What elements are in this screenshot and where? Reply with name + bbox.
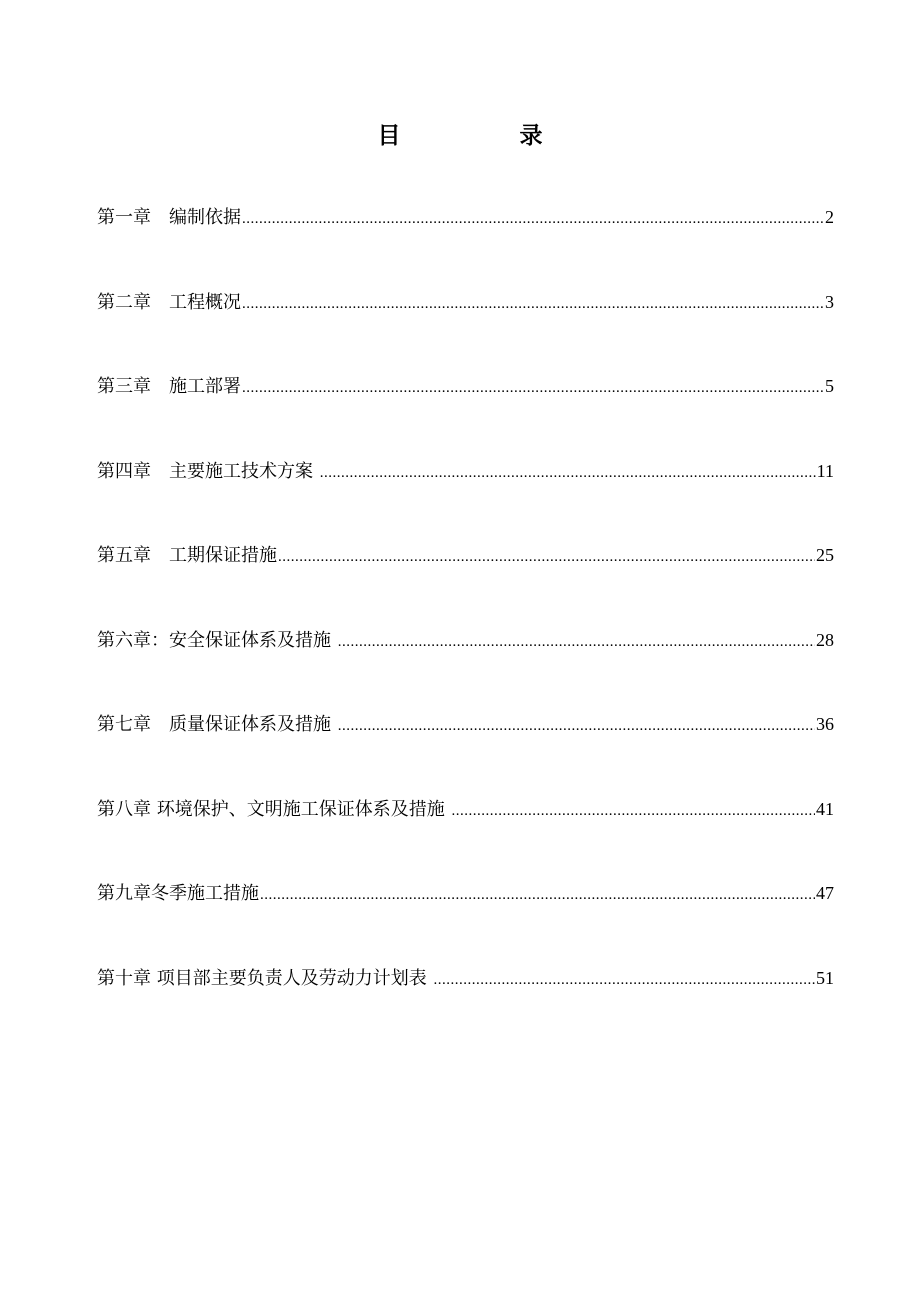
toc-entry-page: 25	[816, 545, 834, 565]
toc-entry-page: 5	[825, 376, 834, 396]
toc-dot-leader	[338, 712, 815, 740]
toc-dot-leader	[260, 881, 815, 909]
toc-entry-label: 第七章 质量保证体系及措施	[97, 714, 337, 735]
toc-entry[interactable]	[97, 541, 834, 626]
toc-entry-label: 第九章冬季施工措施	[97, 883, 259, 904]
toc-entry-page: 28	[816, 629, 834, 650]
toc-entry[interactable]	[97, 372, 834, 457]
toc-entry-label: 第八章 环境保护、文明施工保证体系及措施	[97, 798, 451, 820]
toc-title: 目 录	[377, 123, 591, 149]
toc-entry[interactable]	[97, 626, 834, 711]
toc-entry-page: 47	[816, 883, 834, 903]
toc-dot-leader	[433, 966, 815, 994]
toc-entry-page: 36	[816, 714, 834, 734]
toc-dot-leader	[242, 374, 824, 402]
toc-entry-label: 第一章 编制依据	[97, 207, 241, 228]
toc-entry-page: 41	[816, 798, 834, 819]
toc-dot-leader	[320, 459, 816, 487]
toc-entry[interactable]	[97, 964, 834, 1049]
toc-dot-leader	[242, 290, 824, 318]
toc-dot-leader	[242, 205, 824, 233]
toc-entry-label: 第五章 工期保证措施	[97, 545, 277, 566]
toc-entry[interactable]	[97, 795, 834, 880]
toc-dot-leader	[278, 543, 815, 571]
toc-entry[interactable]	[97, 879, 834, 964]
toc-entry[interactable]	[97, 710, 834, 795]
toc-entry[interactable]	[97, 288, 834, 373]
toc-entry-page: 11	[816, 460, 834, 481]
toc-entry-label: 第四章 主要施工技术方案	[97, 460, 319, 482]
toc-entry-label: 第三章 施工部署	[97, 376, 241, 397]
toc-entry[interactable]	[97, 457, 834, 542]
toc-list	[97, 203, 834, 1048]
toc-entry-page: 3	[825, 291, 834, 312]
toc-entry-page: 51	[816, 967, 834, 988]
toc-entry-label: 第六章：安全保证体系及措施	[97, 629, 337, 651]
toc-entry-label: 第十章 项目部主要负责人及劳动力计划表	[97, 967, 433, 989]
toc-dot-leader	[451, 797, 815, 825]
toc-entry-label: 第二章 工程概况	[97, 291, 241, 313]
toc-dot-leader	[338, 628, 815, 656]
toc-entry[interactable]	[97, 203, 834, 288]
toc-entry-page: 2	[825, 207, 834, 227]
